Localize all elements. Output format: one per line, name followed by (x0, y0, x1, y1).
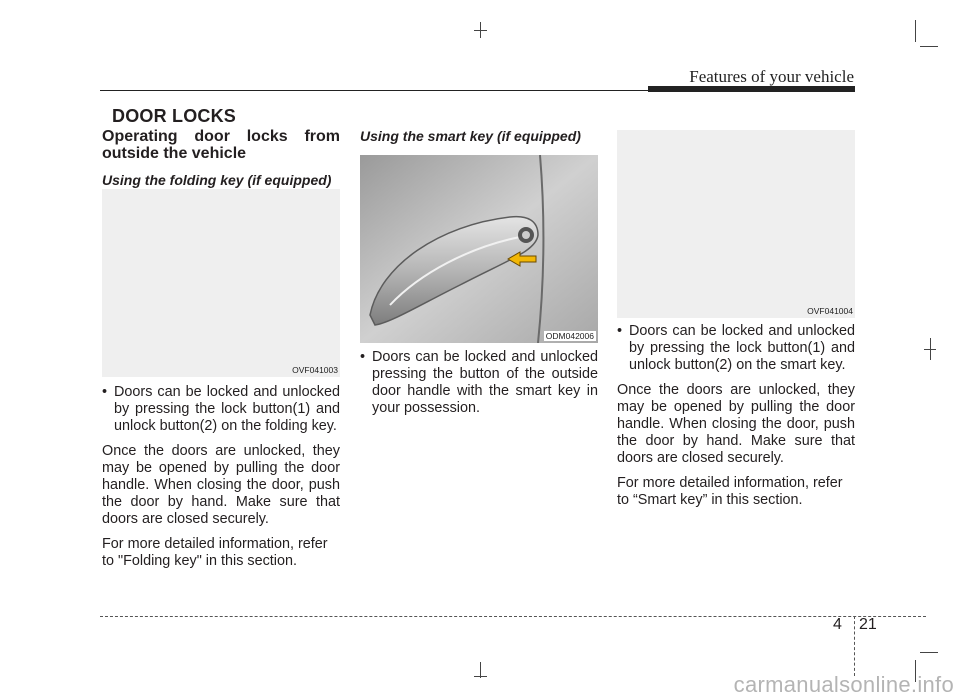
column-3-body (617, 323, 855, 517)
crop-mark-top-right (920, 46, 938, 47)
subheading-smart-key: Using the smart key (if equipped) (360, 128, 581, 144)
crop-mark-top-right (915, 20, 916, 42)
subheading-folding-key: Using the folding key (if equipped) (102, 172, 332, 188)
header-bar (648, 86, 855, 92)
paragraph: For more detailed information, refer to “Smart key” in this section. (617, 475, 843, 508)
figure-smart-key (617, 130, 855, 318)
column-1-body (102, 384, 340, 578)
figure-code: OVF041004 (807, 306, 853, 316)
bullet-text: • Doors can be locked and unlocked pressing the button of the outside door handle with the smart key in your possession. (360, 349, 598, 417)
bullet-text: • Doors can be locked and unlocked by pressing the lock button(1) and unlock button(2) on the folding key. (102, 384, 340, 435)
heading-operating-door-locks: Operating door locks from outside the vehicle (102, 128, 340, 162)
footer-rule (100, 616, 926, 617)
paragraph: Once the doors are unlocked, they may be opened by pulling the door handle. When closing the door, push the door by hand. Make sure that doors are closed securely. (102, 443, 340, 527)
chapter-number: 4 (833, 616, 842, 633)
figure-code: OVF041003 (292, 365, 338, 375)
page-number: 21 (859, 616, 877, 633)
crop-mark-bottom-right (920, 652, 938, 653)
crop-mark-top (474, 30, 487, 31)
crop-mark-bottom (474, 676, 487, 677)
crop-mark-right (924, 349, 936, 350)
paragraph: For more detailed information, refer to "Folding key" in this section. (102, 536, 328, 569)
footer-divider (854, 616, 855, 676)
figure-folding-key (102, 189, 340, 377)
bullet-text: • Doors can be locked and unlocked by pressing the lock button(1) and unlock button(2) on the smart key. (617, 323, 855, 374)
paragraph: Once the doors are unlocked, they may be opened by pulling the door handle. When closing the door, push the door by hand. Make sure that doors are closed securely. (617, 382, 855, 466)
column-1 (102, 128, 340, 197)
column-2 (360, 128, 598, 153)
watermark: carmanualsonline.info (733, 672, 954, 697)
figure-door-handle (360, 155, 598, 343)
door-handle-illustration (360, 155, 598, 343)
section-title: DOOR LOCKS (112, 106, 237, 126)
figure-code: ODM042006 (545, 331, 594, 341)
column-2-body (360, 349, 598, 425)
running-header: Features of your vehicle (689, 67, 854, 86)
